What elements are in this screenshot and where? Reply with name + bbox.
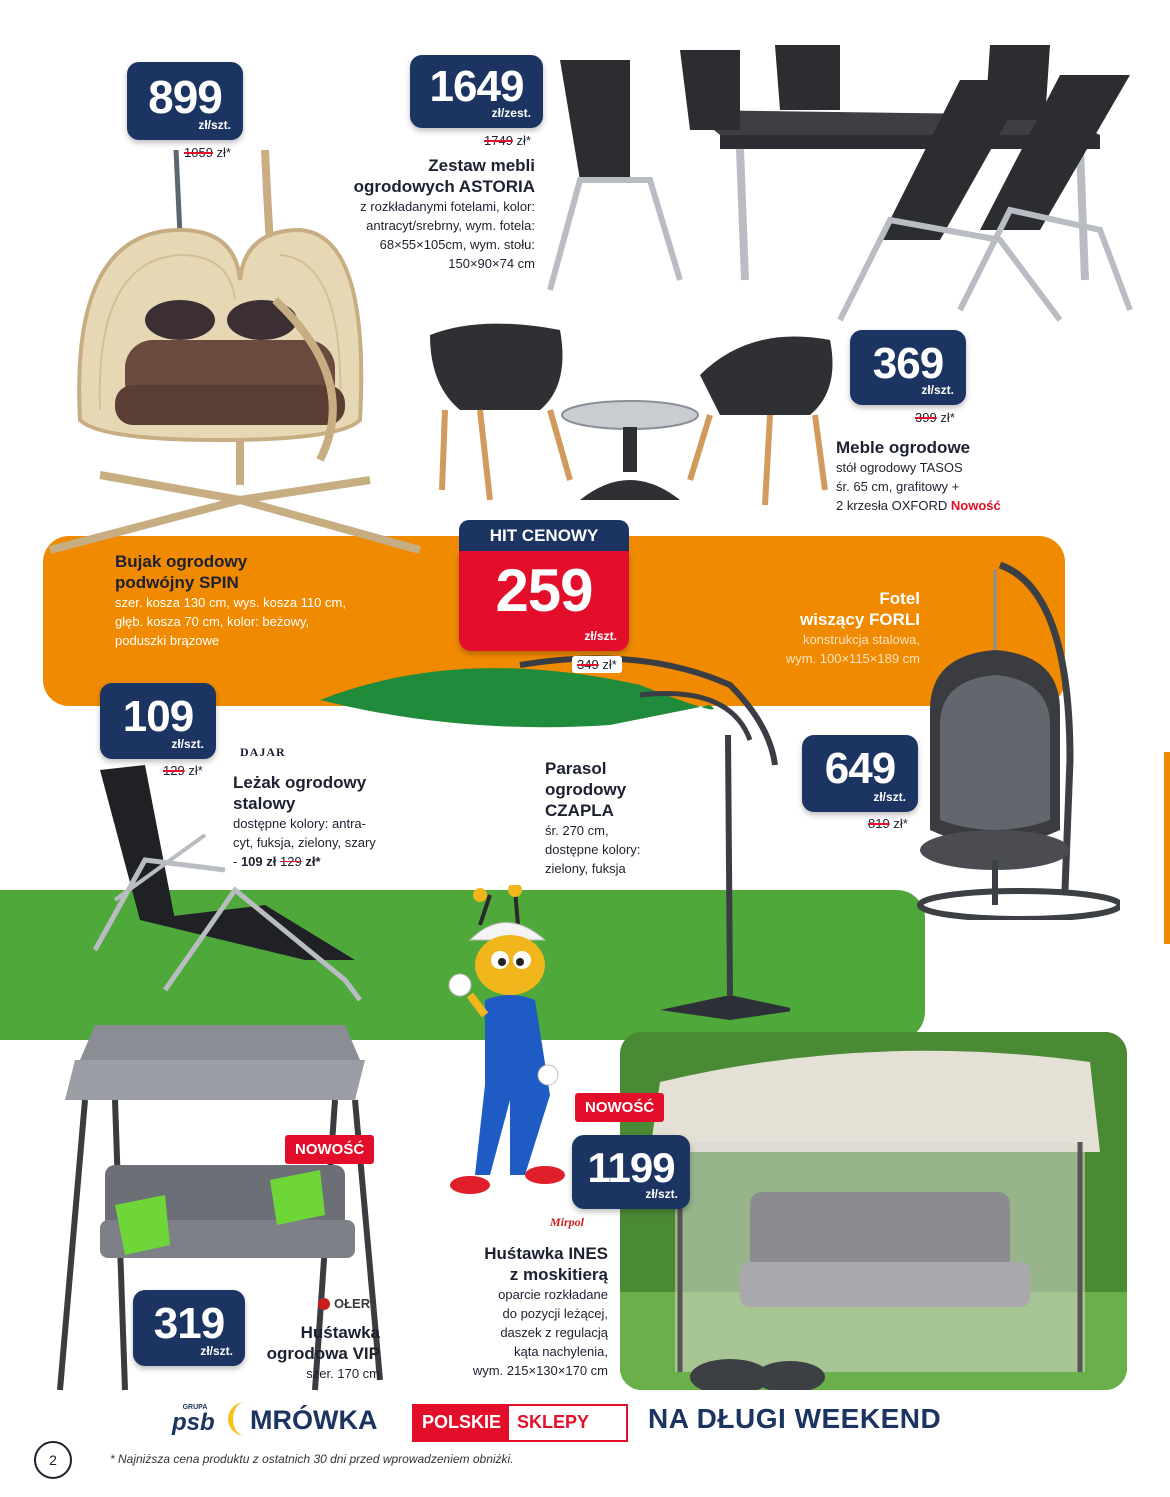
price-value: 899 — [148, 71, 222, 123]
price-unit: zł/szt. — [921, 383, 954, 397]
bistro-set-image — [420, 315, 840, 515]
vip-description — [230, 1322, 380, 1383]
price-unit: zł/zest. — [491, 106, 531, 120]
price-unit: zł/szt. — [200, 1344, 233, 1358]
astoria-desc-line: antracyt/srebrny, wym. fotela: — [366, 218, 535, 233]
hit-cenowy-label: HIT CENOWY — [459, 520, 629, 552]
price-badge-forli — [802, 735, 918, 812]
polskie-sklepy-logo: POLSKIE SKLEPY — [412, 1404, 628, 1442]
tasos-title: Meble ogrodowe — [836, 438, 971, 457]
price-unit: zł/szt. — [171, 737, 204, 751]
old-price-lezak: 129 zł* — [163, 763, 203, 778]
ines-desc-line: oparcie rozkładane — [498, 1287, 608, 1302]
new-tag-ines: NOWOŚĆ — [575, 1093, 664, 1122]
ines-description — [430, 1243, 608, 1380]
lezak-desc-line: cyt, fuksja, zielony, szary — [233, 835, 376, 850]
lezak-desc-line: dostępne kolory: antra- — [233, 816, 366, 831]
new-label: Nowość — [950, 498, 1001, 513]
price-value: 1649 — [429, 62, 524, 111]
weekend-headline: NA DŁUGI WEEKEND — [648, 1403, 942, 1434]
forli-desc-line: konstrukcja stalowa, — [802, 632, 920, 647]
czapla-desc-line: dostępne kolory: — [545, 842, 641, 857]
old-price-tasos: 399 zł* — [915, 410, 955, 425]
lezak-title-line2: stalowy — [233, 794, 296, 813]
price-badge-vip — [133, 1290, 245, 1366]
czapla-description — [545, 758, 705, 878]
mrowka-logo: MRÓWKA — [250, 1405, 378, 1435]
ines-title-line2: z moskitierą — [509, 1265, 608, 1284]
tasos-desc-line: śr. 65 cm, grafitowy + — [836, 479, 960, 494]
swing-ines-photo — [620, 1032, 1127, 1390]
footnote: * Najniższa cena produktu z ostatnich 30 dni przed wprowadzeniem obniżki. — [110, 1452, 514, 1466]
spin-desc-line: szer. kosza 130 cm, wys. kosza 110 cm, — [115, 595, 346, 610]
ines-desc-line: do pozycji leżącej, — [502, 1306, 608, 1321]
oler-logo-icon — [318, 1298, 330, 1310]
lezak-description — [233, 772, 433, 871]
tasos-desc-line: stół ogrodowy TASOS — [836, 460, 963, 475]
ines-desc-line: daszek z regulacją — [500, 1325, 608, 1340]
side-accent — [1164, 752, 1170, 944]
new-tag-vip: NOWOŚĆ — [285, 1135, 374, 1164]
astoria-description — [300, 155, 535, 273]
lezak-variant-price: - 109 zł 129 zł* — [233, 854, 321, 869]
price-badge-astoria — [410, 55, 543, 128]
price-value: 649 — [824, 744, 896, 793]
vip-desc-line: szer. 170 cm — [306, 1366, 380, 1381]
astoria-desc-line: 68×55×105cm, wym. stołu: — [379, 237, 535, 252]
price-value: 259 — [495, 557, 593, 624]
spin-desc-line: poduszki brązowe — [115, 633, 220, 648]
oler-logo: OŁER — [318, 1296, 370, 1311]
price-value: 319 — [153, 1299, 225, 1348]
ines-desc-line: kąta nachylenia, — [514, 1344, 608, 1359]
price-badge-czapla — [459, 551, 629, 651]
spin-description — [115, 551, 346, 650]
spin-title-line1: Bujak ogrodowy — [115, 552, 248, 571]
astoria-title-line2: ogrodowych ASTORIA — [353, 177, 535, 196]
price-badge-tasos — [850, 330, 966, 405]
page-number: 2 — [34, 1441, 72, 1479]
garden-furniture-set-image — [540, 40, 1140, 330]
vip-title-line1: Huśtawka — [300, 1323, 380, 1342]
mrowka-logo-icon — [228, 1402, 249, 1436]
forli-title-line2: wiszący FORLI — [800, 610, 920, 629]
price-unit: zł/szt. — [584, 629, 617, 643]
forli-desc-line: wym. 100×115×189 cm — [785, 651, 920, 666]
tasos-description — [836, 437, 1046, 515]
old-price-spin: 1059 zł* — [184, 145, 231, 160]
psb-logo: GRUPA psb — [172, 1404, 215, 1436]
old-price-czapla: 349 zł* — [572, 656, 622, 673]
astoria-desc-line: 150×90×74 cm — [448, 256, 535, 271]
spin-desc-line: głęb. kosza 70 cm, kolor: beżowy, — [115, 614, 310, 629]
czapla-desc-line: zielony, fuksja — [545, 861, 626, 876]
astoria-title-line1: Zestaw mebli — [428, 156, 535, 175]
czapla-desc-line: śr. 270 cm, — [545, 823, 609, 838]
forli-description — [720, 588, 920, 668]
spin-title-line2: podwójny SPIN — [115, 573, 239, 592]
price-badge-ines — [572, 1135, 690, 1209]
ines-title-line1: Huśtawka INES — [484, 1244, 608, 1263]
czapla-title-line: ogrodowy — [545, 780, 627, 799]
price-unit: zł/szt. — [873, 790, 906, 804]
old-price-astoria: 1749 zł* — [484, 133, 531, 148]
ant-mascot-image — [430, 885, 580, 1205]
tasos-desc-line: 2 krzesła OXFORD Nowość — [836, 498, 1001, 513]
vip-title-line2: ogrodowa VIP — [266, 1344, 380, 1363]
price-unit: zł/szt. — [645, 1187, 678, 1201]
price-unit: zł/szt. — [198, 118, 231, 132]
forli-title-line1: Fotel — [879, 589, 920, 608]
price-badge-spin — [127, 62, 243, 140]
price-value: 369 — [872, 339, 944, 388]
ines-desc-line: wym. 215×130×170 cm — [472, 1363, 608, 1378]
lezak-title-line1: Leżak ogrodowy — [233, 773, 367, 792]
old-price-forli: 819 zł* — [868, 816, 908, 831]
dajar-logo: DAJAR — [240, 745, 286, 759]
price-value: 1199 — [587, 1144, 675, 1191]
astoria-desc-line: z rozkładanymi fotelami, kolor: — [360, 199, 535, 214]
mirpol-logo: Mirpol — [550, 1215, 585, 1229]
czapla-title-line: Parasol — [545, 759, 607, 778]
price-value: 109 — [122, 692, 194, 741]
czapla-title-line: CZAPLA — [545, 801, 614, 820]
price-badge-lezak — [100, 683, 216, 759]
